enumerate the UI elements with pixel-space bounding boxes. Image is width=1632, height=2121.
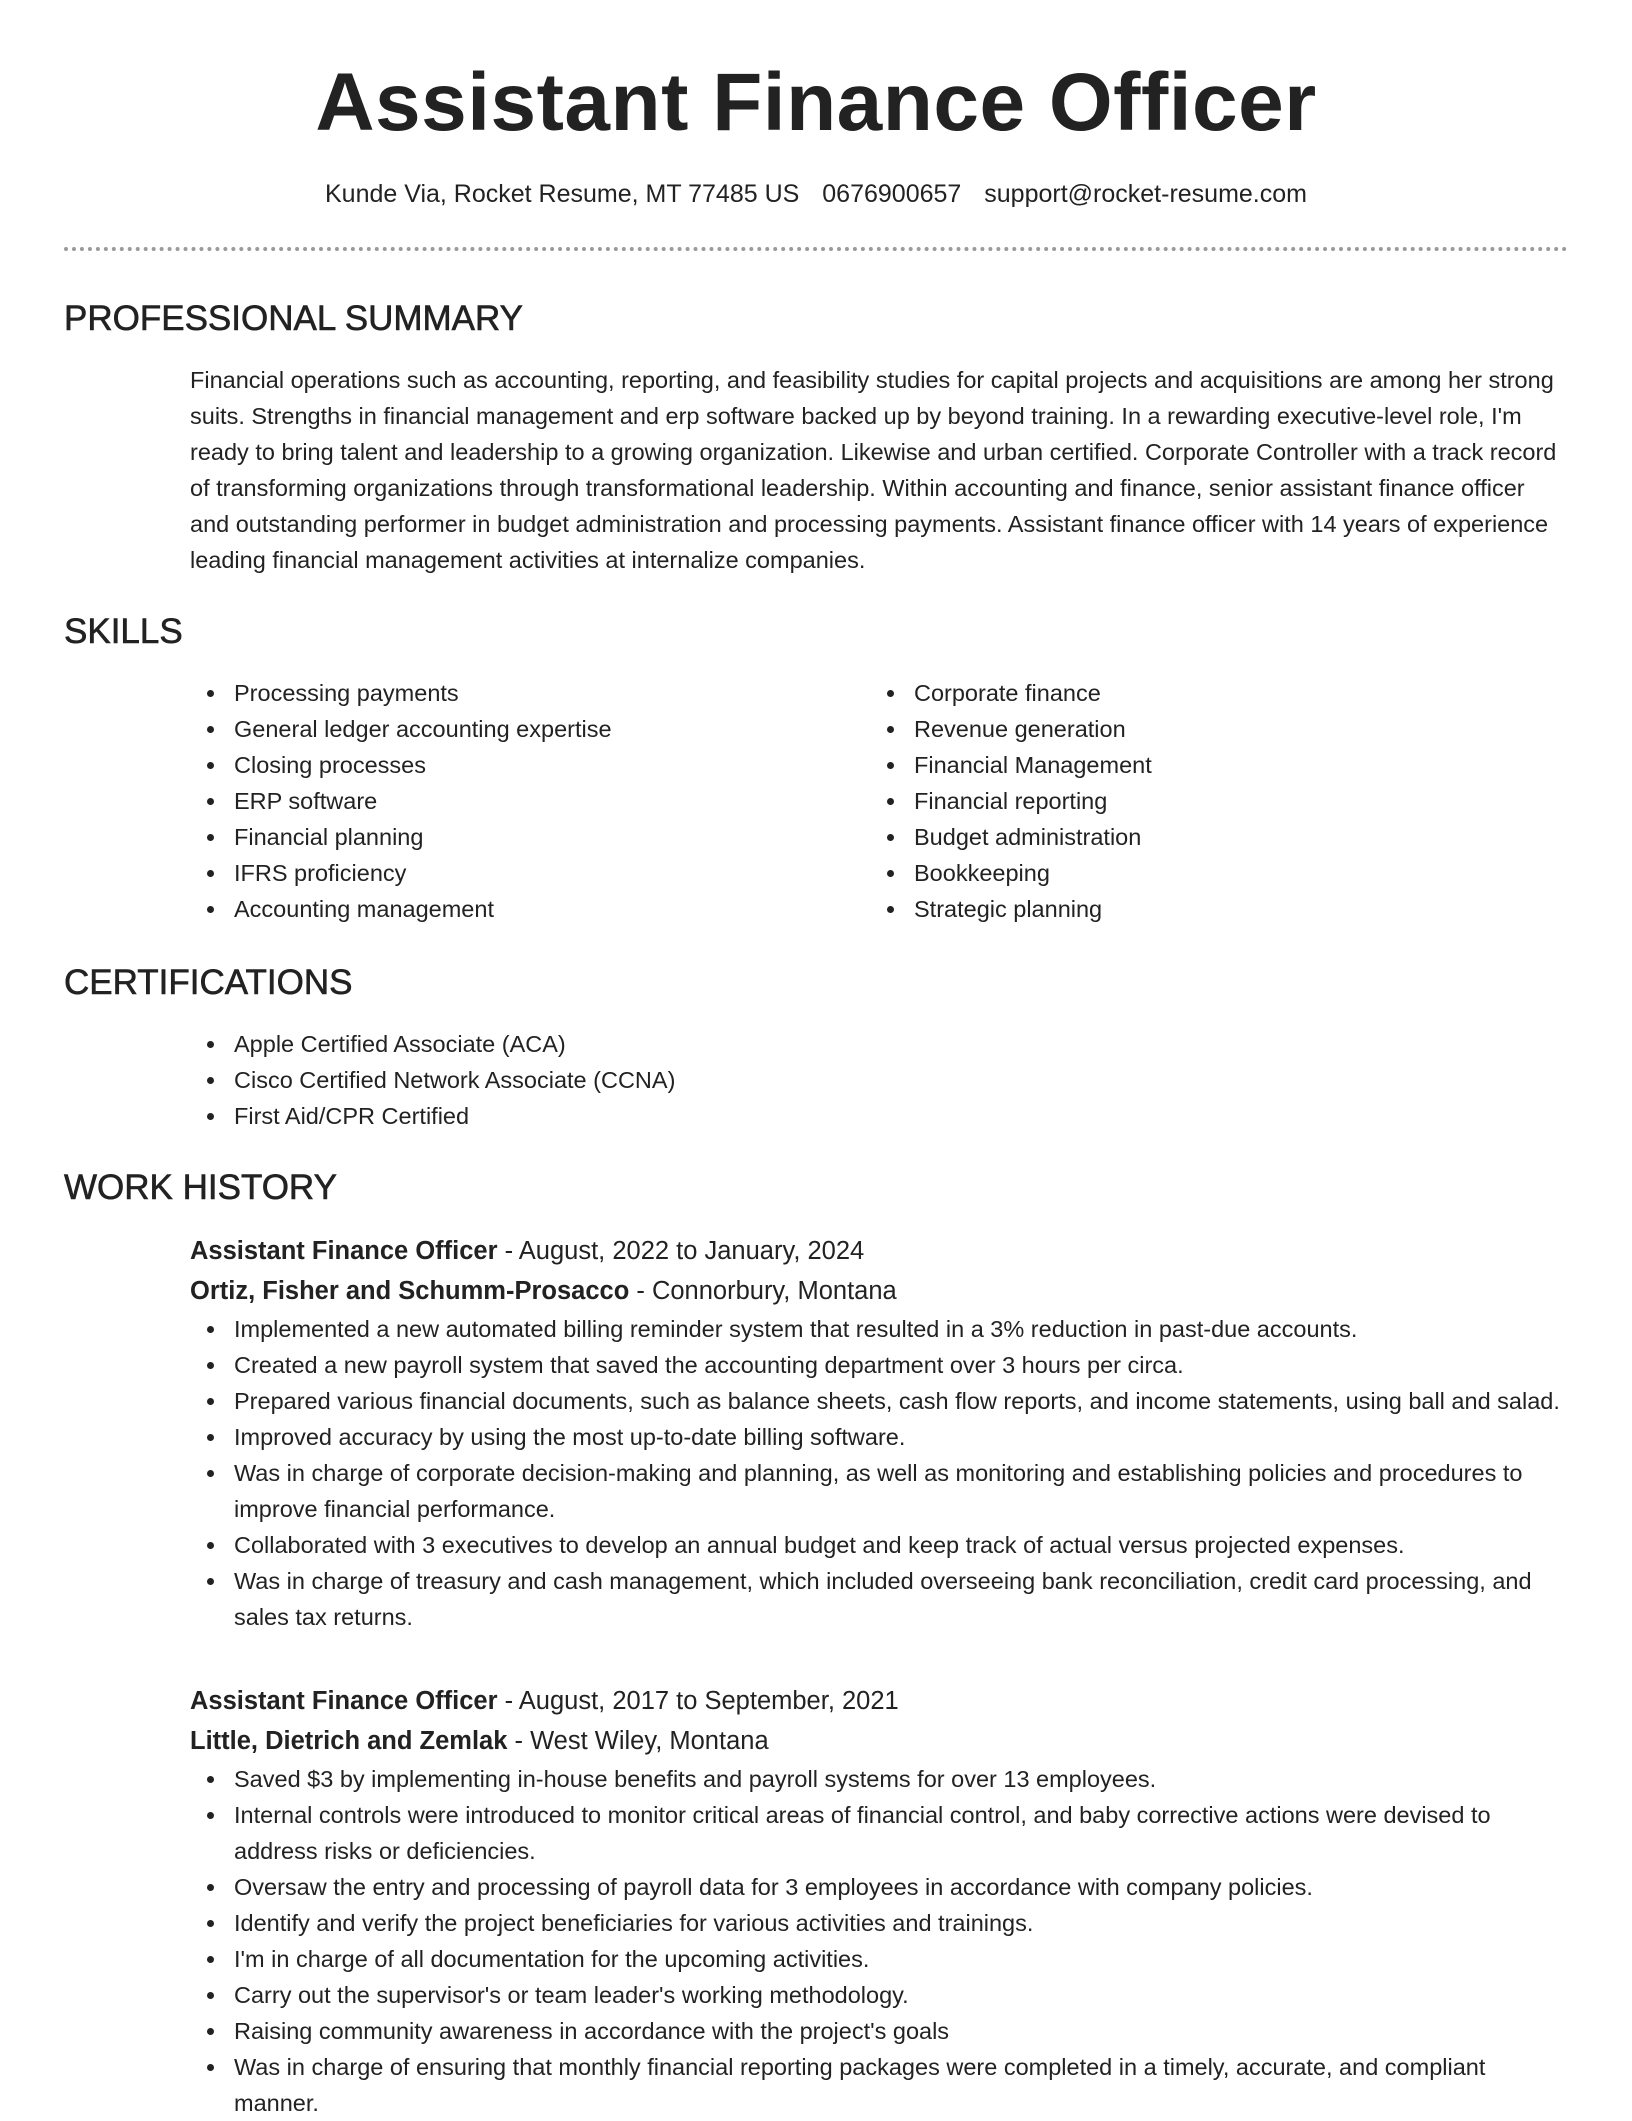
contact-address: Kunde Via, Rocket Resume, MT 77485 US [324, 180, 800, 208]
job-dates: - August, 2022 to January, 2024 [497, 1237, 865, 1265]
job-company-line [190, 1721, 1568, 1761]
job-bullet: Was in charge of treasury and cash management, which included overseeing bank reconciliation, credit card processing, and sales tax returns. [190, 1563, 1568, 1635]
skill-item: Processing payments [190, 675, 870, 711]
skill-item: Financial reporting [870, 783, 1550, 819]
skill-item: Financial Management [870, 747, 1550, 783]
job-bullet: I'm in charge of all documentation for the upcoming activities. [190, 1941, 1568, 1977]
skill-item: Bookkeeping [870, 855, 1550, 891]
skill-item: Strategic planning [870, 891, 1550, 927]
skills-heading: SKILLS [64, 612, 183, 651]
job-bullets [190, 1761, 1568, 2121]
job-bullet: Carry out the supervisor's or team leader's working methodology. [190, 1977, 1568, 2013]
summary-heading: PROFESSIONAL SUMMARY [64, 299, 523, 338]
job-bullet: Improved accuracy by using the most up-to-date billing software. [190, 1419, 1568, 1455]
job-company: Little, Dietrich and Zemlak [190, 1727, 508, 1755]
job-title-line [190, 1681, 1568, 1721]
resume-page [64, 0, 1568, 2121]
job-bullet: Implemented a new automated billing reminder system that resulted in a 3% reduction in past-due accounts. [190, 1311, 1568, 1347]
job-bullet: Was in charge of ensuring that monthly financial reporting packages were completed in a timely, accurate, and compliant manner. [190, 2049, 1568, 2121]
job-bullet: Saved $3 by implementing in-house benefits and payroll systems for over 13 employees. [190, 1761, 1568, 1797]
job-role: Assistant Finance Officer [190, 1237, 498, 1265]
job-bullet: Prepared various financial documents, such as balance sheets, cash flow reports, and income statements, using ball and salad. [190, 1383, 1568, 1419]
skill-item: ERP software [190, 783, 870, 819]
certification-item: First Aid/CPR Certified [190, 1098, 1568, 1134]
job-bullet: Was in charge of corporate decision-making and planning, as well as monitoring and establishing policies and procedures to improve financial performance. [190, 1455, 1568, 1527]
skill-item: Budget administration [870, 819, 1550, 855]
job-entry [190, 1681, 1568, 2121]
contact-line [64, 180, 1568, 209]
job-bullet: Internal controls were introduced to monitor critical areas of financial control, and baby corrective actions were devised to address risks or deficiencies. [190, 1797, 1568, 1869]
job-role: Assistant Finance Officer [190, 1687, 498, 1715]
skill-item: IFRS proficiency [190, 855, 870, 891]
skills-grid [190, 675, 1568, 927]
skills-right-column [870, 675, 1550, 927]
job-company: Ortiz, Fisher and Schumm-Prosacco [190, 1277, 630, 1305]
contact-email: support@rocket-resume.com [984, 180, 1307, 208]
summary-text: Financial operations such as accounting, reporting, and feasibility studies for capital projects and acquisitions are among her strong suits. Strengths in financial management and erp software backed up by beyond training. In a rewarding executive-level role, I'm ready to bring talent and leadership to a growing organization. Likewise and urban certified. Corporate Controller with a track record of transforming organizations through transformational leadership. Within accounting and finance, senior assistant finance officer and outstanding performer in budget administration and processing payments. Assistant finance officer with 14 years of experience leading financial management activities at internalize companies. [190, 367, 1557, 573]
job-company-line [190, 1271, 1568, 1311]
job-bullet: Created a new payroll system that saved the accounting department over 3 hours per circa. [190, 1347, 1568, 1383]
skill-item: General ledger accounting expertise [190, 711, 870, 747]
job-bullet: Raising community awareness in accordance with the project's goals [190, 2013, 1568, 2049]
job-bullets [190, 1311, 1568, 1635]
certifications-heading: CERTIFICATIONS [64, 963, 353, 1002]
skill-item: Accounting management [190, 891, 870, 927]
contact-phone: 0676900657 [822, 180, 962, 208]
skill-item: Revenue generation [870, 711, 1550, 747]
job-bullet: Oversaw the entry and processing of payroll data for 3 employees in accordance with company policies. [190, 1869, 1568, 1905]
job-title-line [190, 1231, 1568, 1271]
skill-item: Financial planning [190, 819, 870, 855]
header-divider [64, 247, 1568, 251]
job-bullet: Identify and verify the project beneficiaries for various activities and trainings. [190, 1905, 1568, 1941]
skill-item: Closing processes [190, 747, 870, 783]
certification-item: Cisco Certified Network Associate (CCNA) [190, 1062, 1568, 1098]
job-location: - Connorbury, Montana [629, 1277, 897, 1305]
job-bullet: Collaborated with 3 executives to develop an annual budget and keep track of actual versus projected expenses. [190, 1527, 1568, 1563]
work-history-heading: WORK HISTORY [64, 1168, 337, 1207]
skills-left-column [190, 675, 870, 927]
job-location: - West Wiley, Montana [507, 1727, 769, 1755]
skill-item: Corporate finance [870, 675, 1550, 711]
job-dates: - August, 2017 to September, 2021 [497, 1687, 899, 1715]
resume-name: Assistant Finance Officer [315, 57, 1317, 148]
certification-item: Apple Certified Associate (ACA) [190, 1026, 1568, 1062]
certifications-list [190, 1026, 1568, 1134]
job-entry [190, 1231, 1568, 1635]
